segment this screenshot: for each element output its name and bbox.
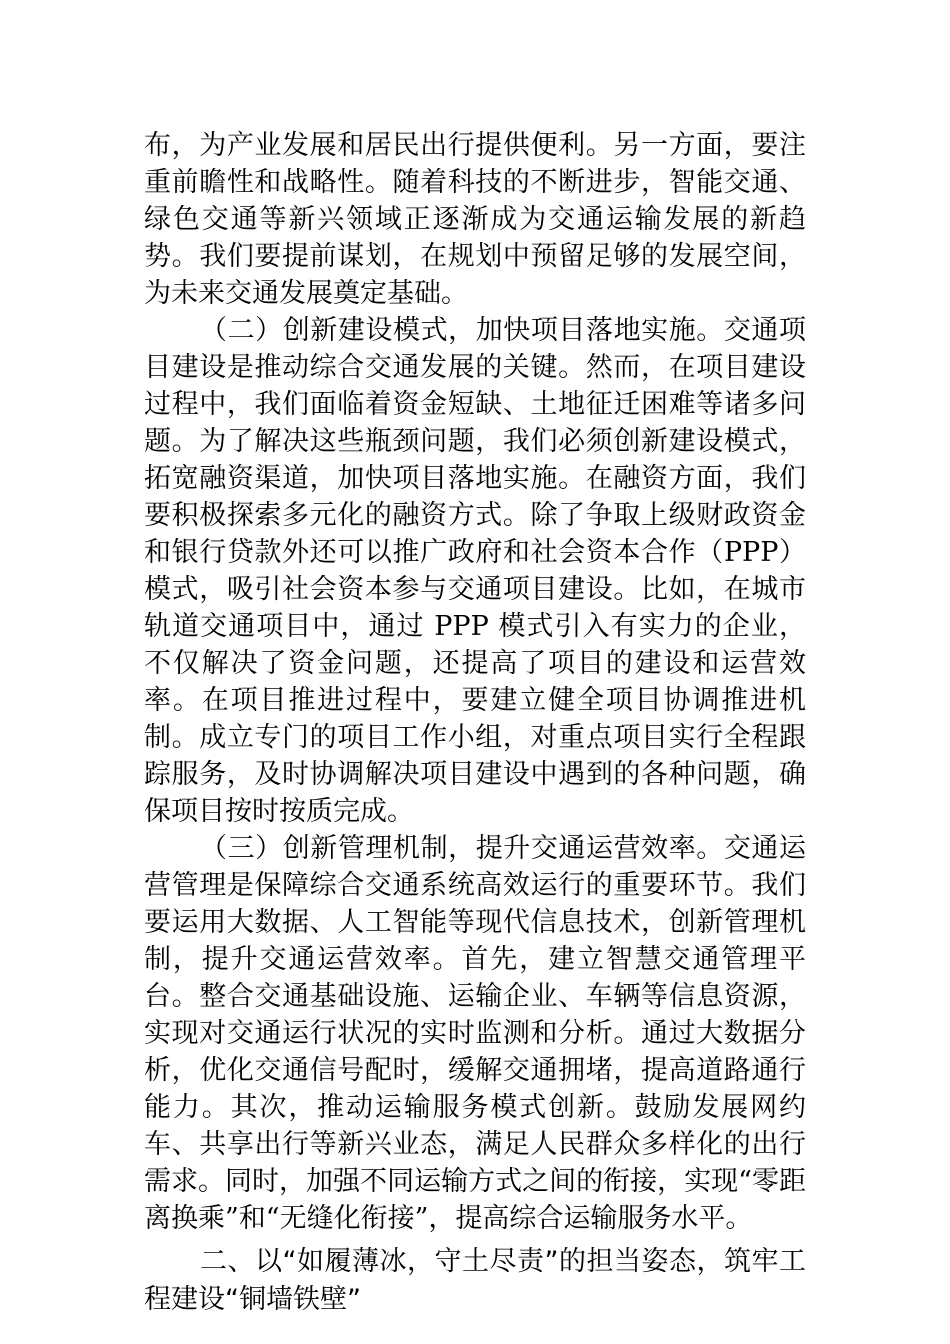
document-page — [144, 127, 806, 1319]
paragraph-construction-mode: （二）创新建设模式，加快项目落地实施。交通项目建设是推动综合交通发展的关键。然而，在项目建设过程中，我们面临着资金短缺、土地征迁困难等诸多问题。为了解决这些瓶颈问题，我们必须创新建设模式，拓宽融资渠道，加快项目落地实施。在融资方面，我们要积极探索多元化的融资方式。除了争取上级财政资金和银行贷款外还可以推广政府和社会资本合作（PPP）模式，吸引社会资本参与交通项目建设。比如，在城市轨道交通项目中，通过 PPP 模式引入有实力的企业，不仅解决了资金问题，还提高了项目的建设和运营效率。在项目推进过程中，要建立健全项目协调推进机制。成立专门的项目工作小组，对重点项目实行全程跟踪服务，及时协调解决项目建设中遇到的各种问题，确保项目按时按质完成。 — [144, 315, 806, 827]
paragraph-continuation: 布，为产业发展和居民出行提供便利。另一方面，要注重前瞻性和战略性。随着科技的不断进步，智能交通、绿色交通等新兴领域正逐渐成为交通运输发展的新趋势。我们要提前谋划，在规划中预留足够的发展空间，为未来交通发展奠定基础。 — [144, 130, 806, 309]
paragraph-management-mechanism: （三）创新管理机制，提升交通运营效率。交通运营管理是保障综合交通系统高效运行的重要环节。我们要运用大数据、人工智能等现代信息技术，创新管理机制，提升交通运营效率。首先，建立智慧交通管理平台。整合交通基础设施、运输企业、车辆等信息资源，实现对交通运行状况的实时监测和分析。通过大数据分析，优化交通信号配时，缓解交通拥堵，提高道路通行能力。其次，推动运输服务模式创新。鼓励发展网约车、共享出行等新兴业态，满足人民群众多样化的出行需求。同时，加强不同运输方式之间的衔接，实现“零距离换乘”和“无缝化衔接”，提高综合运输服务水平。 — [144, 833, 806, 1234]
section-heading: 二、以“如履薄冰，守土尽责”的担当姿态，筑牢工程建设“铜墙铁壁” — [144, 1246, 806, 1315]
